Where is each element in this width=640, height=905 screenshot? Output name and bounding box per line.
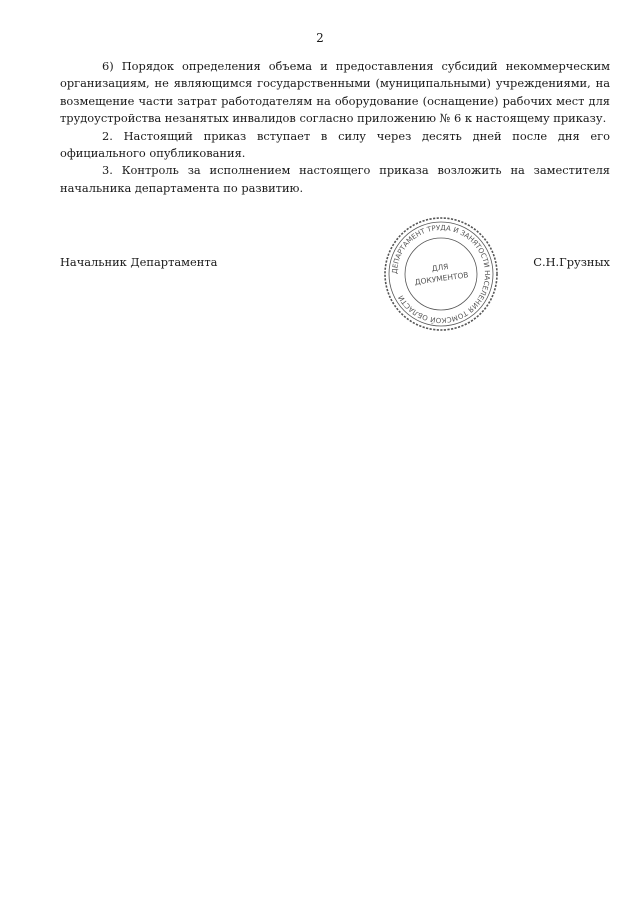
- seal-center-line2: ДОКУМЕНТОВ: [414, 270, 470, 287]
- seal-graphic: [382, 215, 500, 333]
- seal-center-line1: ДЛЯ: [431, 261, 449, 274]
- paragraph-item-2: 2. Настоящий приказ вступает в силу через десять дней после дня его официального опубликования.: [60, 128, 610, 161]
- paragraph-item-3: 3. Контроль за исполнением настоящего приказа возложить на заместителя начальника департамента по развитию.: [60, 163, 610, 195]
- paragraph-item-6: 6) Порядок определения объема и предоставления субсидий некоммерческим организациям, не являющимся государственными (муниципальными) учреждениями, на возмещение части затрат работодателям на оборудование (оснащение) рабочих мест для трудоустройства незанятых инвалидов согласно приложению № 6 к настоящему приказу.: [60, 59, 610, 126]
- page-number: 2: [316, 31, 324, 45]
- document-body: [60, 58, 610, 197]
- official-seal: [382, 215, 500, 333]
- signatory-name: С.Н.Грузных: [533, 255, 610, 269]
- signatory-position: Начальник Департамента: [60, 255, 218, 269]
- seal-ring-textpath: ДЕПАРТАМЕНТ ТРУДА И ЗАНЯТОСТИ НАСЕЛЕНИЯ ТОМСКОЙ ОБЛАСТИ: [390, 223, 492, 325]
